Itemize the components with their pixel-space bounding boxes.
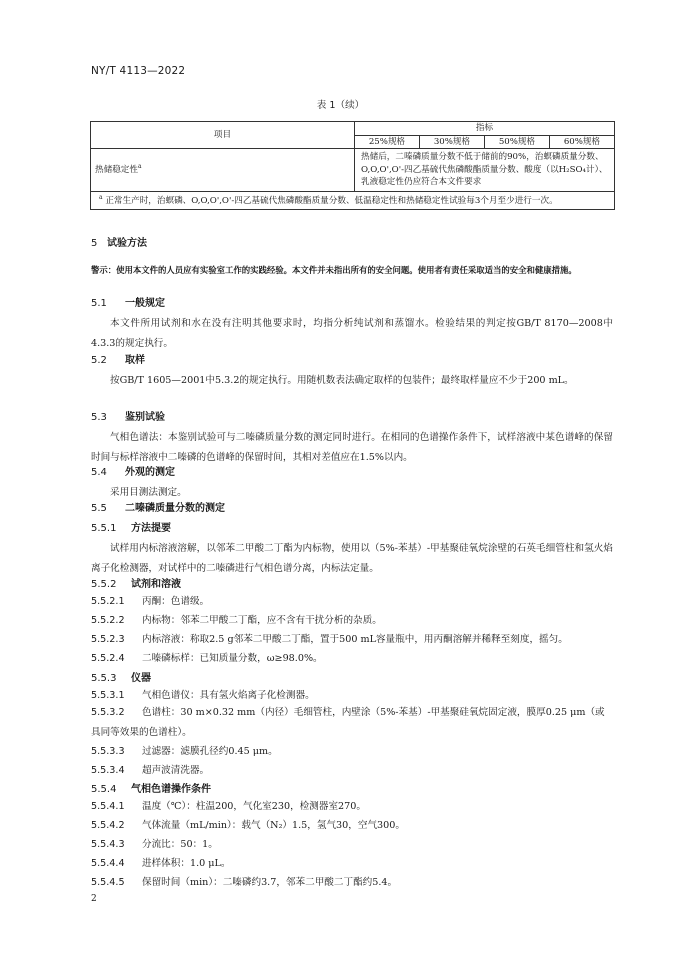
header-index: 指标 <box>355 122 615 136</box>
heading-5-1: 5.1 一般规定 <box>91 298 165 309</box>
spec-col-60: 60%规格 <box>549 136 614 149</box>
spec-col-30: 30%规格 <box>419 136 484 149</box>
heading-5: 5 试验方法 <box>91 238 147 249</box>
heading-5-4: 5.4 外观的测定 <box>91 467 175 478</box>
standard-number: NY/T 4113—2022 <box>91 65 186 77</box>
spec-table <box>90 121 615 210</box>
row-footnote-mark: a <box>137 163 142 171</box>
item-5-5-4-5: 5.5.4.5 保留时间（min）：二嗪磷约3.7，邻苯二甲酸二丁酯约5.4。 <box>91 877 398 888</box>
safety-warning: 警示：使用本文件的人员应有实验室工作的实践经验。本文件并未指出所有的安全问题。使用者有责任采取适当的安全和健康措施。 <box>91 265 577 275</box>
heading-5-3: 5.3 鉴别试验 <box>91 412 165 423</box>
heading-5-5-3: 5.5.3 仪器 <box>91 673 151 684</box>
heading-5-5-2: 5.5.2 试剂和溶液 <box>91 579 181 590</box>
item-5-5-2-1: 5.5.2.1 丙酮：色谱级。 <box>91 596 210 607</box>
table-note <box>91 191 615 209</box>
page-number: 2 <box>91 894 97 904</box>
note-text: 正常生产时，治螟磷、O,O,O',O'-四乙基硫代焦磷酸酯质量分数、低温稳定性和热储稳定性试验每3个月至少进行一次。 <box>105 195 558 206</box>
item-5-5-2-3: 5.5.2.3 内标溶液：称取2.5 g邻苯二甲酸二丁酯，置于500 mL容量瓶中，用丙酮溶解并稀释至刻度，摇匀。 <box>91 634 568 645</box>
item-5-5-4-3: 5.5.4.3 分流比：50：1。 <box>91 839 218 850</box>
row-requirement: 热储后，二嗪磷质量分数不低于储前的90%，治螟磷质量分数、O,O,O',O'-四乙基硫代焦磷酸酯质量分数、酸度（以H₂SO₄计）、乳液稳定性仍应符合本文件要求 <box>355 149 615 191</box>
header-item: 项目 <box>91 122 355 149</box>
row-name: 热储稳定性 <box>95 165 138 176</box>
row-name-cell <box>91 149 355 191</box>
item-5-5-4-4: 5.5.4.4 进样体积：1.0 μL。 <box>91 858 231 869</box>
para-5-2: 按GB/T 1605—2001中5.3.2的规定执行。用随机数表法确定取样的包装件；最终取样量应不少于200 mL。 <box>110 375 574 386</box>
para-5-3: 气相色谱法：本鉴别试验可与二嗪磷质量分数的测定同时进行。在相同的色谱操作条件下，试样溶液中某色谱峰的保留时间与标样溶液中二嗪磷的色谱峰的保留时间，其相对差值应在1.5%以内。 <box>91 432 613 463</box>
para-5-4: 采用目测法测定。 <box>110 487 187 498</box>
para-5-1: 本文件所用试剂和水在没有注明其他要求时，均指分析纯试剂和蒸馏水。检验结果的判定按GB/T 8170—2008中4.3.3的规定执行。 <box>91 318 613 349</box>
item-5-5-4-2: 5.5.4.2 气体流量（mL/min）：载气（N₂）1.5，氢气30，空气300。 <box>91 820 405 831</box>
spec-col-50: 50%规格 <box>484 136 549 149</box>
item-5-5-3-3: 5.5.3.3 过滤器：滤膜孔径约0.45 μm。 <box>91 746 278 757</box>
heading-5-5: 5.5 二嗪磷质量分数的测定 <box>91 503 225 514</box>
heading-5-5-1: 5.5.1 方法提要 <box>91 523 171 534</box>
item-5-5-2-4: 5.5.2.4 二嗪磷标样：已知质量分数，ω≥98.0%。 <box>91 653 323 664</box>
para-5-5-1: 试样用内标溶液溶解，以邻苯二甲酸二丁酯为内标物，使用以（5%-苯基）-甲基聚硅氧烷涂壁的石英毛细管柱和氢火焰离子化检测器，对试样中的二嗪磷进行气相色谱分离，内标法定量。 <box>91 543 613 574</box>
item-5-5-3-4: 5.5.3.4 超声波清洗器。 <box>91 765 210 776</box>
heading-5-5-4: 5.5.4 气相色谱操作条件 <box>91 784 211 795</box>
item-5-5-3-1: 5.5.3.1 气相色谱仪：具有氢火焰离子化检测器。 <box>91 690 315 701</box>
heading-5-2: 5.2 取样 <box>91 355 145 366</box>
table-caption: 表 1（续） <box>316 100 365 111</box>
item-5-5-4-1: 5.5.4.1 温度（℃）：柱温200，气化室230，检测器室270。 <box>91 801 366 812</box>
spec-col-25: 25%规格 <box>355 136 420 149</box>
item-5-5-2-2: 5.5.2.2 内标物：邻苯二甲酸二丁酯，应不含有干扰分析的杂质。 <box>91 615 382 626</box>
item-5-5-3-2: 5.5.3.2 色谱柱：30 m×0.32 mm（内径）毛细管柱，内壁涂（5%-苯基）-甲基聚硅氧烷固定液，膜厚0.25 μm（或具同等效果的色谱柱）。 <box>91 707 605 738</box>
note-mark: a <box>99 193 103 201</box>
